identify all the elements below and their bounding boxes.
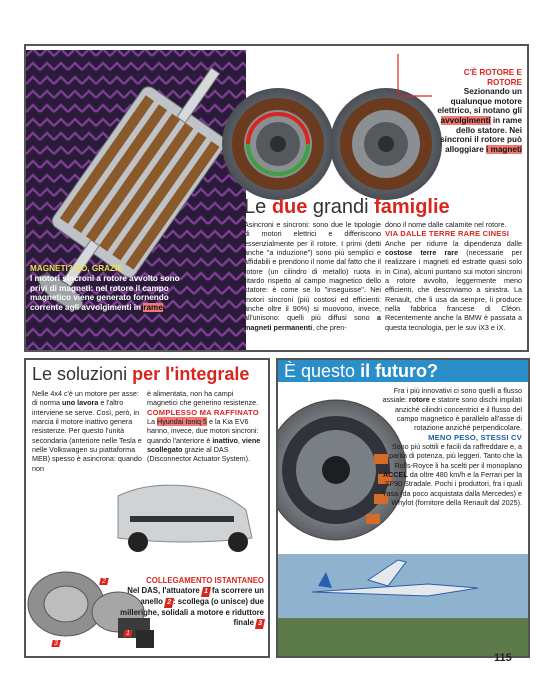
paragraph: Sono più sottili e facili da raffreddare e, a parità di potenza, più leggeri. Tanto che la Rolls-Royce li ha scelti per il monoplano [389, 442, 522, 470]
car-and-das-illustration [26, 480, 268, 656]
paragraph: , [237, 435, 240, 445]
title-bold: per l'integrale [132, 364, 250, 384]
rotor-caption-title: C'È ROTORE E ROTORE [463, 68, 522, 87]
paragraph: Fra i più innovativi ci sono quelli a flusso assiale: [382, 386, 522, 405]
label-number-2: 2 [101, 578, 107, 585]
bold-phrase: ACCEL [382, 470, 408, 480]
bold-phrase: inattivo [212, 435, 238, 445]
paragraph: (necessarie per realizzare i magneti ed estratte quasi solo in Cina), alcuni puntano sui motori sincroni a rotore avvolto, leggermente meno efficienti, che descriviamo a sinistra. La Renault, che li usa da sempre, li produce nella fabbrica francese di Cléon. Recentemente anche la BMW è passata a questa tecnologia, per le suv iX3 e iX. [385, 248, 522, 332]
magnet-caption [26, 262, 184, 315]
magnet-caption-body: I motori sincroni a rotore avvolto sono privi di magneti: nel rotore il campo magnetico viene generato fornendo corrente agli avvolgimenti in [30, 273, 180, 313]
article-column-2 [385, 220, 522, 332]
das-caption-title: COLLEGAMENTO ISTANTANEO [146, 576, 264, 585]
bold-phrase: uno lavora [61, 398, 99, 408]
title-part: Le [244, 196, 272, 218]
inline-number: 1 [201, 587, 211, 597]
paragraph: da oltre 480 km/h e la Ferrari per la SF90 Stradale. Pochi i produttori, fra i quali Yasa (da poco acquistata dalla Mercedes) e Whylot (fornitore della Renault dal 2025). [382, 470, 522, 508]
bold-phrase: costose terre rare [385, 248, 459, 258]
rotor-caption [432, 68, 522, 154]
paragraph: dono il nome dalle calamite nel rotore. [385, 220, 507, 229]
article-column-1 [32, 389, 142, 473]
section-title-futuro [284, 361, 438, 382]
title-bold: il futuro? [360, 361, 439, 381]
rotor-caption-body-1: Sezionando un qualunque motore elettrico, si notano gli [437, 87, 522, 116]
paragraph: e statore sono dischi impilati anziché cilindri concentrici e il flusso del campo magnetico è parallelo all'asse di rotazione anziché perpendicolare. [394, 395, 522, 433]
paragraph: e la Kia EV6 hanno, invece, due motori sincroni: quando l'anteriore è [147, 417, 259, 445]
section-title-famiglie [244, 196, 450, 219]
page-number: 115 [494, 652, 512, 664]
paragraph: e l'altro interviene se serve. Così, però, in marcia il motore inattivo genera resistenze. Per questo l'unità secondaria (anteriore nelle Tesla e nelle Volkswagen su piattaforma MEB) spesso è asincrona: quando non [32, 398, 142, 473]
label-number-1: 1 [125, 630, 131, 637]
das-text: fa scorrere un anello [140, 585, 264, 606]
paragraph: Asincroni e sincroni: sono due le tipologie di motori elettrici e differiscono essenzialmente per il rotore. I primi (detti anche "a induzione") sono più semplici e affidabili e prendono il nome dal fatto che il rotore (un cilindro di metallo) ruota in ritardo rispetto al campo magnetico dello statore: è come se lo "inseguisse". Nei motori sincroni (più costosi ed efficienti: anche oltre il 90%) si muovono, invece, all'unisono: quelli più diffusi sono [244, 220, 381, 323]
article-column-2 [147, 389, 263, 464]
magnet-caption-highlight: rame [143, 303, 163, 313]
rotor-caption-highlight-1: avvolgimenti [440, 115, 491, 125]
title-bold: due [271, 196, 308, 218]
integrale-article-panel [24, 358, 270, 658]
inline-number: 3 [255, 619, 265, 629]
das-caption [114, 576, 264, 629]
futuro-article-panel [276, 358, 530, 658]
article-text [378, 386, 522, 507]
label-number-3: 3 [53, 640, 59, 647]
top-article-panel [24, 44, 529, 352]
das-text: : scollega (o unisce) due millerighe, solidali a motore e riduttore finale [120, 596, 264, 627]
paragraph: La [147, 417, 155, 427]
bold-phrase: viene scollegato [147, 435, 261, 455]
section-title-integrale [32, 364, 249, 385]
subheading: MENO PESO, STESSI CV [428, 432, 522, 442]
bold-phrase: rotore [408, 395, 430, 405]
title-part: Le soluzioni [32, 364, 133, 384]
rotor-caption-body-2: in rame dello statore. Nei sincroni il rotore può alloggiare [440, 115, 522, 154]
paragraph: grazie al DAS (Disconnector Actuator System). [147, 445, 251, 464]
title-bold: famiglie [374, 196, 450, 218]
paragraph-end: , che pren- [312, 322, 347, 332]
das-text: Nel DAS, l'attuatore [127, 585, 200, 595]
inline-number: 2 [164, 598, 174, 608]
subheading: COMPLESSO MA RAFFINATO [147, 407, 259, 417]
paragraph: Nelle 4x4 c'è un motore per asse: di norma [32, 389, 139, 408]
title-part: grandi [307, 196, 375, 218]
article-column-1 [244, 220, 381, 332]
paragraph: è alimentata, non ha campi magnetici che generino resistenze. [147, 389, 259, 408]
paragraph: Anche per ridurre la dipendenza dalle [385, 238, 522, 248]
rotor-caption-highlight-2: i magneti [486, 144, 522, 154]
bold-phrase: a magneti permanenti [244, 313, 381, 332]
highlight: Hyundai Ioniq 5 [157, 417, 207, 427]
title-part: È questo [284, 361, 361, 381]
magnet-caption-title: MAGNETI? NO, GRAZIE [30, 264, 123, 273]
subheading: VIA DALLE TERRE RARE CINESI [385, 229, 510, 239]
